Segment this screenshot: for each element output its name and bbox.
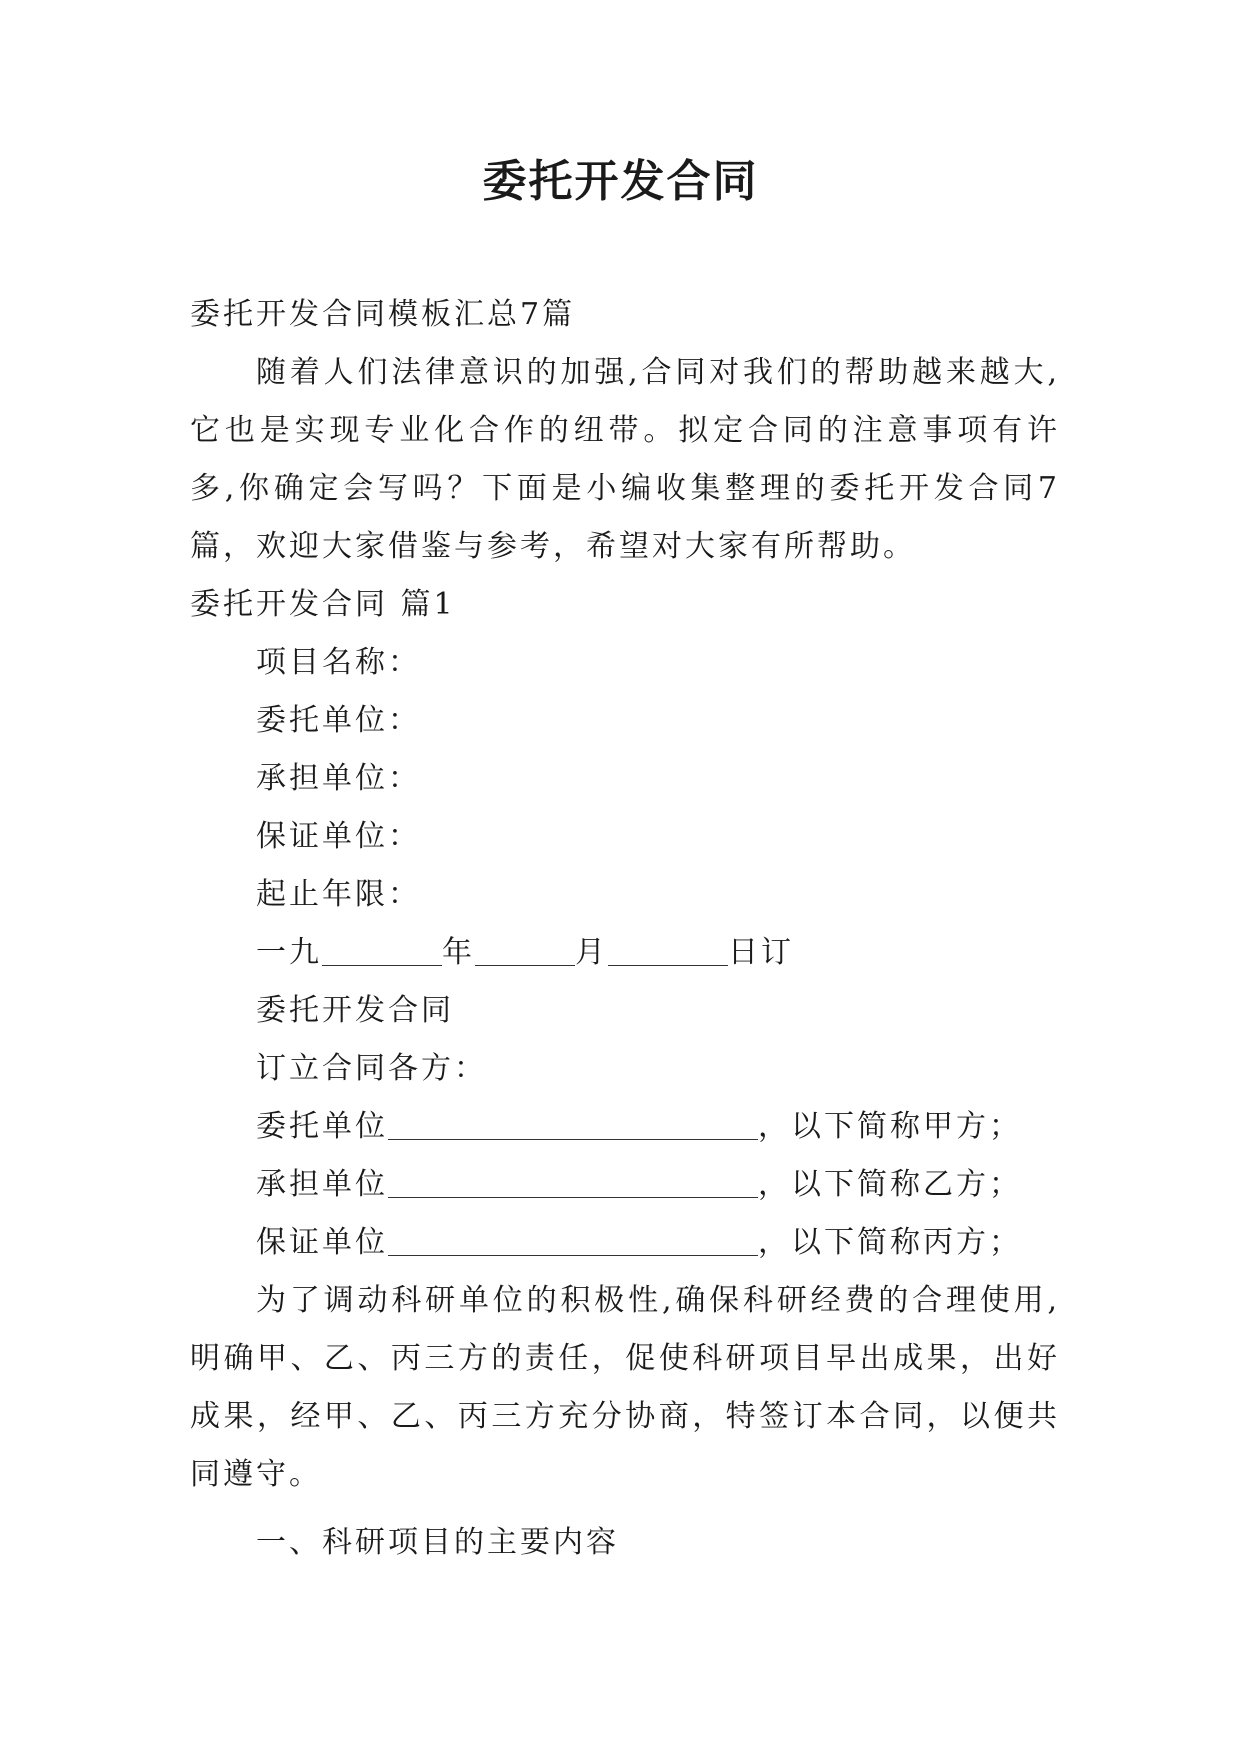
- section-heading: 委托开发合同 篇1: [190, 587, 456, 622]
- party-b-blank[interactable]: [388, 1167, 758, 1198]
- field-contractor-unit: 承担单位：: [256, 761, 421, 796]
- clause-heading: 一、科研项目的主要内容: [256, 1525, 619, 1560]
- date-prefix: 一九: [256, 935, 322, 970]
- party-label: 承担单位: [256, 1167, 388, 1202]
- date-year: 年: [442, 935, 475, 970]
- party-c-blank[interactable]: [388, 1225, 758, 1256]
- party-line-c: [190, 1214, 1060, 1272]
- field-guarantor-unit: 保证单位：: [256, 819, 421, 854]
- party-suffix: ，以下简称甲方；: [758, 1109, 1022, 1144]
- party-suffix: ，以下简称乙方；: [758, 1167, 1022, 1202]
- parties-label: 订立合同各方：: [256, 1051, 487, 1086]
- date-day: 日订: [728, 935, 794, 970]
- field-project-name: 项目名称：: [256, 645, 421, 680]
- party-line-b: [190, 1156, 1060, 1214]
- purpose-paragraph: 为了调动科研单位的积极性,确保科研经费的合理使用,明确甲、乙、丙三方的责任，促使科研项目早出成果，出好成果，经甲、乙、丙三方充分协商，特签订本合同，以便共同遵守。: [190, 1283, 1060, 1492]
- day-blank[interactable]: [608, 935, 728, 966]
- month-blank[interactable]: [475, 935, 575, 966]
- contract-name: 委托开发合同: [256, 993, 454, 1028]
- field-period: 起止年限：: [256, 877, 421, 912]
- field-client-unit: 委托单位：: [256, 703, 421, 738]
- document-subtitle: 委托开发合同模板汇总7篇: [190, 297, 576, 332]
- page-title: 委托开发合同: [482, 156, 759, 207]
- party-label: 保证单位: [256, 1225, 388, 1260]
- intro-paragraph: 随着人们法律意识的加强,合同对我们的帮助越来越大,它也是实现专业化合作的纽带。拟定合同的注意事项有许多,你确定会写吗？下面是小编收集整理的委托开发合同7篇，欢迎大家借鉴与参考，希望对大家有所帮助。: [190, 355, 1060, 564]
- document-body: [190, 286, 1060, 1572]
- year-blank[interactable]: [322, 935, 442, 966]
- date-month: 月: [575, 935, 608, 970]
- date-line: [190, 924, 1060, 982]
- party-line-a: [190, 1098, 1060, 1156]
- party-label: 委托单位: [256, 1109, 388, 1144]
- party-suffix: ，以下简称丙方；: [758, 1225, 1022, 1260]
- party-a-blank[interactable]: [388, 1109, 758, 1140]
